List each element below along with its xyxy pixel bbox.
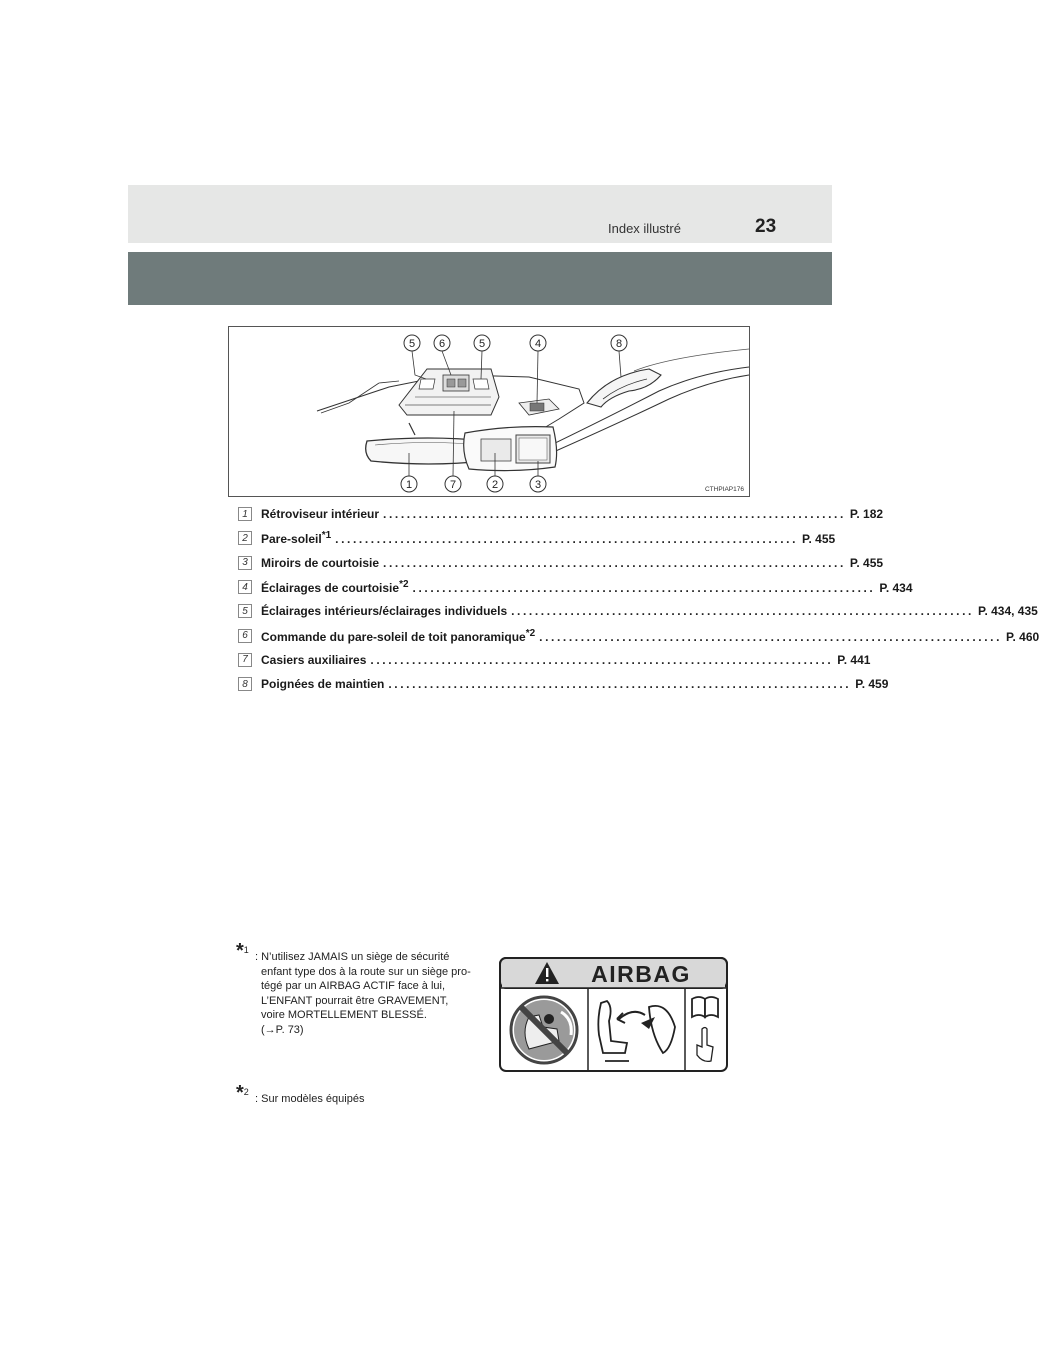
footnote-line: voire MORTELLEMENT BLESSÉ. [261, 1009, 427, 1022]
footnote-index: 1 [243, 945, 249, 955]
list-item[interactable]: 7 Casiers auxiliaires .............................................................................. P. 441 [238, 648, 738, 672]
callout-1: 1 [405, 479, 413, 491]
item-label: Rétroviseur intérieur [261, 507, 380, 522]
item-label: Poignées de maintien [261, 677, 385, 692]
page-reference-link[interactable]: P. 182 [849, 507, 884, 522]
page-reference-link[interactable]: P. 460 [1006, 629, 1039, 644]
callout-6: 6 [438, 338, 446, 350]
callout-8: 8 [615, 338, 623, 350]
page-reference-link[interactable]: P. 441 [837, 652, 871, 667]
footnote-text: : Sur modèles équipés [255, 1093, 365, 1105]
footnote-line[interactable]: (→P. 73) [261, 1023, 304, 1036]
section-title: Index illustré [608, 221, 681, 236]
item-number: 4 [238, 580, 252, 594]
footnote-star: * [236, 1082, 244, 1104]
footnote-1 [236, 940, 471, 1036]
footnote-marker: *2 [399, 579, 409, 591]
callout-5b: 5 [478, 338, 486, 350]
list-item[interactable]: 6 Commande du pare-soleil de toit panoramique$^{*2}$ .............................................................................. P. 460 [238, 623, 738, 647]
footnote-marker: *1 [321, 530, 332, 542]
airbag-title: AIRBAG [591, 961, 691, 987]
header-band [128, 252, 832, 305]
list-item[interactable]: 8 Poignées de maintien .............................................................................. P. 459 [238, 672, 738, 696]
footnote-line: tégé par un AIRBAG ACTIF face à lui, [261, 980, 446, 993]
item-list [238, 502, 1039, 696]
footnote-line: L’ENFANT pourrait être GRAVEMENT, [261, 994, 449, 1007]
footnote-2 [236, 1082, 365, 1105]
item-label: Casiers auxiliaires [261, 652, 367, 667]
item-number: 3 [238, 556, 252, 570]
footnote-line: : N’utilisez JAMAIS un siège de sécurité [255, 951, 450, 963]
item-number: 2 [238, 531, 252, 545]
page-header [128, 185, 832, 243]
interior-illustration [228, 326, 750, 497]
footnote-marker: *2 [525, 627, 536, 639]
item-label: Miroirs de courtoisie [261, 555, 380, 570]
item-label: Commande du pare-soleil de toit panoramique [261, 629, 526, 644]
page-reference-link[interactable]: P. 434 [879, 581, 913, 596]
page-reference-link[interactable]: P. 459 [855, 677, 889, 692]
callout-7: 7 [449, 479, 457, 491]
list-item[interactable]: 4 Éclairages de courtoisie$^{*2}$ .............................................................................. P. 434 [238, 575, 738, 599]
page-number: 23 [755, 216, 777, 237]
item-number: 1 [238, 507, 252, 521]
callout-2: 2 [491, 479, 499, 491]
page-reference-link[interactable]: P. 434, 435 [977, 604, 1038, 619]
callout-5a: 5 [408, 338, 416, 350]
list-item[interactable]: 2 Pare-soleil$^{*1}$ .............................................................................. P. 455 [238, 526, 738, 550]
airbag-warning-label [499, 957, 728, 1072]
item-label: Éclairages de courtoisie [261, 581, 400, 596]
callout-4: 4 [534, 338, 542, 350]
figure-code: CTHPIAP176 [704, 486, 744, 493]
page-reference-link[interactable]: P. 455 [802, 532, 836, 547]
no-rear-facing-child-seat-icon [511, 997, 577, 1063]
item-number: 5 [238, 604, 252, 618]
item-number: 7 [238, 653, 252, 667]
footnote-line: enfant type dos à la route sur un siège pro- [261, 965, 471, 978]
overhead-console-drawing [229, 327, 749, 496]
item-number: 6 [238, 629, 252, 643]
list-item[interactable]: 1 Rétroviseur intérieur .............................................................................. P. 182 [238, 502, 738, 526]
list-item[interactable]: 5 Éclairages intérieurs/éclairages individuels .............................................................................. P. 434, 435 [238, 599, 738, 623]
page-reference-link[interactable]: P. 455 [849, 555, 884, 570]
item-label: Éclairages intérieurs/éclairages individuels [261, 604, 508, 619]
list-item[interactable]: 3 Miroirs de courtoisie .............................................................................. P. 455 [238, 551, 738, 575]
footnote-star: * [236, 940, 244, 962]
item-number: 8 [238, 677, 252, 691]
footnote-index: 2 [243, 1087, 249, 1097]
item-label: Pare-soleil [261, 532, 322, 547]
callout-3: 3 [534, 479, 542, 491]
